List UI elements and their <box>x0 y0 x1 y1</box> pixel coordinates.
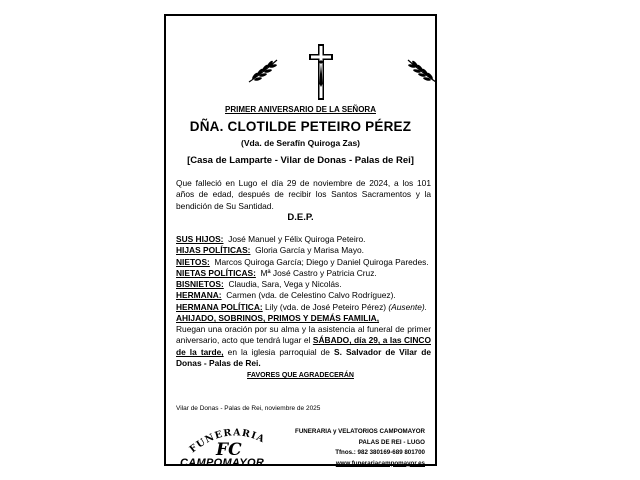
company-location: PALAS DE REI - LUGO <box>358 438 425 446</box>
family-label: HERMANA: <box>176 290 222 301</box>
family-row-nietos <box>176 257 431 268</box>
prayer-text: Ruegan una oración por su alma y la asistencia al funeral de primer aniversario, acto que tendrá lugar el <box>176 324 431 346</box>
logo-name: CAMPOMAYOR <box>180 457 265 469</box>
deceased-name: DÑA. CLOTILDE PETEIRO PÉREZ <box>189 119 412 134</box>
family-text: Carmen (vda. de Celestino Calvo Rodríguez). <box>226 290 396 301</box>
family-label: AHIJADO, SOBRINOS, PRIMOS Y DEMÁS FAMILIA, <box>176 313 380 324</box>
company-info <box>285 427 425 469</box>
prayer-when: SÁBADO, día 29, a las CINCO de la tarde, <box>176 335 431 357</box>
prayer-church: S. Salvador de Vilar de Donas - Palas de Rei. <box>176 346 431 369</box>
family-row-hijos <box>176 234 431 245</box>
family-label: HERMANA POLÍTICA: <box>176 301 263 312</box>
prayer-text: en la iglesia parroquial de <box>223 346 334 357</box>
company-website-link[interactable]: www.funerariacampomayor.es <box>335 459 425 467</box>
family-label: HIJAS POLÍTICAS: <box>176 245 251 256</box>
family-text: Marcos Quiroga García; Diego y Daniel Quiroga Paredes. <box>214 256 429 267</box>
residence: [Casa de Lamparte - Vilar de Donas - Palas de Rei] <box>187 155 414 166</box>
family-row-hermana-politica <box>176 302 431 313</box>
intro-paragraph: Que falleció en Lugo el día 29 de noviembre de 2024, a los 101 años de edad, después de recibir los Santos Sacramentos y la bendición de Su Santidad. <box>176 178 431 211</box>
family-text: José Manuel y Félix Quiroga Peteiro. <box>228 234 366 244</box>
family-label: BISNIETOS: <box>176 279 224 290</box>
family-text: Lily (vda. de José Peteiro Pérez) <box>265 301 387 312</box>
family-note: (Ausente). <box>388 301 428 312</box>
family-row-bisnietos <box>176 279 431 290</box>
widow-of: (Vda. de Serafín Quiroga Zas) <box>240 138 361 148</box>
obituary-card <box>164 14 437 469</box>
family-text: Mª José Castro y Patricia Cruz. <box>260 267 377 278</box>
company-phones: Tfnos.: 982 380169-689 801700 <box>335 449 425 456</box>
dep-label: D.E.P. <box>287 212 314 223</box>
prayer-paragraph <box>176 324 431 370</box>
logo-arc-text: FUNERARIA <box>187 427 267 456</box>
family-row-ahijado <box>176 313 431 324</box>
logo-monogram: FC <box>216 440 242 460</box>
crucifix-icon <box>309 44 333 100</box>
family-list <box>176 234 431 324</box>
family-text: Claudia, Sara, Vega y Nicolás. <box>228 279 342 290</box>
family-text: Gloria García y Marisa Mayo. <box>255 245 365 256</box>
family-row-hermana <box>176 290 431 301</box>
date-line: Vilar de Donas - Palas de Rei, noviembre de 2025 <box>176 405 321 412</box>
laurel-right-icon <box>406 58 438 84</box>
family-row-nietas-politicas <box>176 268 431 279</box>
favores-line: FAVORES QUE AGRADECERÁN <box>247 372 354 379</box>
family-row-hijas-politicas <box>176 245 431 256</box>
company-name: FUNERARIA y VELATORIOS CAMPOMAYOR <box>295 428 425 435</box>
laurel-left-icon <box>247 58 279 84</box>
family-label: SUS HIJOS: <box>176 234 224 244</box>
anniversary-heading: PRIMER ANIVERSARIO DE LA SEÑORA <box>225 105 376 114</box>
family-label: NIETAS POLÍTICAS: <box>176 267 256 278</box>
family-label: NIETOS: <box>176 256 210 267</box>
